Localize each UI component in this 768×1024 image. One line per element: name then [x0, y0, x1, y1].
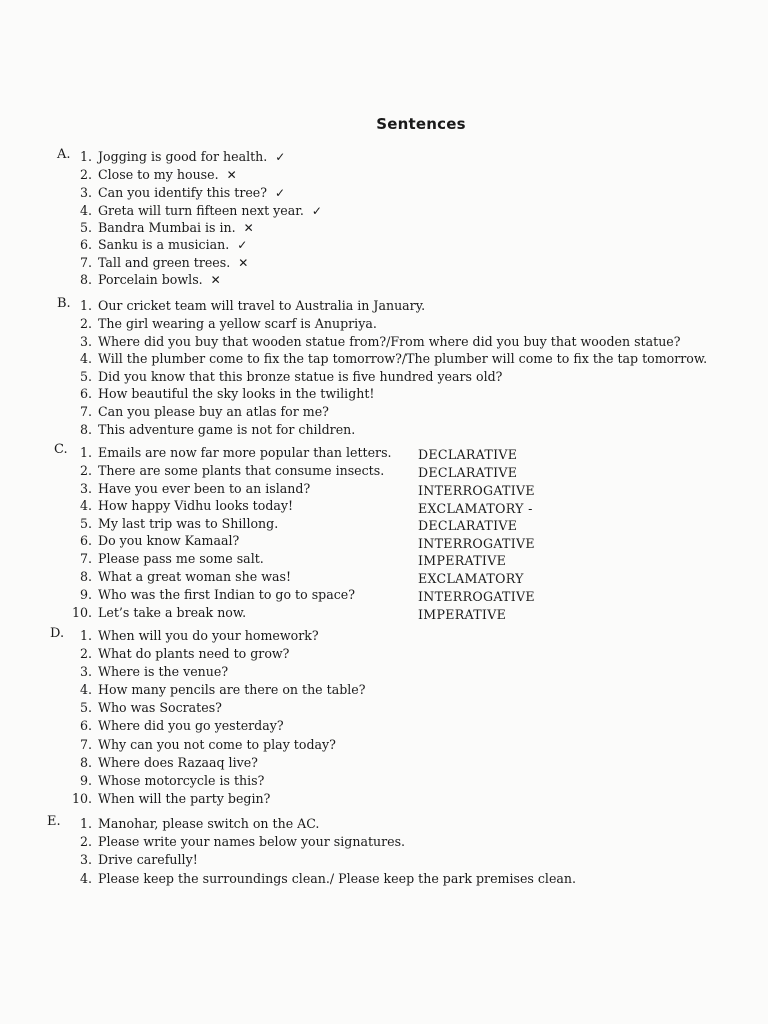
- cross-mark-icon: ✕: [243, 221, 254, 235]
- section-d-item: [70, 699, 222, 717]
- item-text: Greta will turn fifteen next year.: [98, 203, 304, 218]
- section-a-item: [70, 236, 247, 254]
- item-text: Who was Socrates?: [98, 700, 222, 715]
- section-e-item: [70, 870, 576, 888]
- item-number: 6.: [79, 386, 92, 401]
- check-mark-icon: ✓: [237, 238, 248, 252]
- check-mark-icon: ✓: [311, 204, 322, 218]
- item-text: How beautiful the sky looks in the twilight!: [98, 386, 375, 401]
- item-text: This adventure game is not for children.: [98, 422, 356, 437]
- section-a-item: [70, 219, 254, 237]
- item-number: 6.: [79, 237, 92, 252]
- section-c-item: [70, 462, 384, 480]
- item-number: 1.: [79, 298, 92, 313]
- item-number: 1.: [79, 816, 92, 831]
- item-text: Manohar, please switch on the AC.: [98, 816, 320, 831]
- sentence-type-label: INTERROGATIVE: [418, 483, 535, 498]
- item-text: Please write your names below your signatures.: [98, 834, 406, 849]
- section-b-item: [70, 315, 377, 333]
- sentence-type-label: IMPERATIVE: [418, 607, 507, 622]
- item-number: 2.: [79, 834, 92, 849]
- section-c-item: [70, 550, 264, 568]
- item-text: Will the plumber come to fix the tap tomorrow?/The plumber will come to fix the tap tomorrow.: [98, 351, 708, 366]
- item-text: Close to my house.: [98, 167, 219, 182]
- item-number: 7.: [79, 551, 92, 566]
- item-text: Where is the venue?: [98, 664, 229, 679]
- item-text: Who was the first Indian to go to space?: [98, 587, 355, 602]
- section-b-letter: B.: [57, 296, 71, 311]
- item-text: Can you identify this tree?: [98, 185, 267, 200]
- section-b-item: [70, 403, 329, 421]
- item-text: Let’s take a break now.: [98, 605, 247, 620]
- section-d-item: [70, 681, 366, 699]
- section-c-letter: C.: [54, 442, 68, 457]
- item-text: When will the party begin?: [98, 791, 271, 806]
- item-text: What do plants need to grow?: [98, 646, 290, 661]
- item-number: 5.: [79, 369, 92, 384]
- check-mark-icon: ✓: [275, 150, 286, 164]
- item-text: Drive carefully!: [98, 852, 198, 867]
- item-number: 2.: [79, 463, 92, 478]
- section-d-item: [70, 772, 264, 790]
- item-number: 9.: [79, 587, 92, 602]
- section-c-item: [70, 532, 239, 550]
- sentence-type-label: DECLARATIVE: [418, 518, 518, 533]
- section-b-item: [70, 333, 681, 351]
- section-a-letter: A.: [57, 147, 71, 162]
- section-e-letter: E.: [47, 814, 61, 829]
- section-d-item: [70, 717, 284, 735]
- item-text: Sanku is a musician.: [98, 237, 230, 252]
- item-number: 8.: [79, 272, 92, 287]
- cross-mark-icon: ✕: [210, 273, 221, 287]
- item-number: 1.: [79, 628, 92, 643]
- section-c-item: [70, 586, 355, 604]
- section-c-item: [70, 604, 246, 622]
- section-a-item: [70, 166, 237, 184]
- item-number: 2.: [79, 316, 92, 331]
- section-d-item: [70, 736, 336, 754]
- section-c-item: [70, 480, 310, 498]
- item-number: 4.: [79, 351, 92, 366]
- item-number: 7.: [79, 404, 92, 419]
- section-d-item: [70, 645, 289, 663]
- item-text: Can you please buy an atlas for me?: [98, 404, 329, 419]
- section-c-item: [70, 515, 278, 533]
- item-number: 6.: [79, 718, 92, 733]
- sentence-type-label: IMPERATIVE: [418, 553, 507, 568]
- sentence-type-label: EXCLAMATORY: [418, 571, 524, 586]
- item-number: 5.: [79, 700, 92, 715]
- section-b-item: [70, 421, 355, 439]
- item-text: Whose motorcycle is this?: [98, 773, 265, 788]
- item-text: Where did you go yesterday?: [98, 718, 284, 733]
- item-number: 10.: [71, 605, 92, 620]
- item-number: 4.: [79, 682, 92, 697]
- item-text: When will you do your homework?: [98, 628, 319, 643]
- item-text: How many pencils are there on the table?: [98, 682, 366, 697]
- item-number: 10.: [71, 791, 92, 806]
- check-mark-icon: ✓: [275, 186, 286, 200]
- item-text: Please pass me some salt.: [98, 551, 264, 566]
- section-e-item: [70, 833, 405, 851]
- page-title: Sentences: [376, 115, 466, 133]
- item-number: 3.: [79, 664, 92, 679]
- sentence-type-label: INTERROGATIVE: [418, 536, 535, 551]
- section-d-item: [70, 627, 319, 645]
- section-e-item: [70, 815, 319, 833]
- section-d-item: [70, 663, 228, 681]
- section-c-item: [70, 497, 293, 515]
- item-number: 8.: [79, 755, 92, 770]
- item-number: 2.: [79, 646, 92, 661]
- sentence-type-label: DECLARATIVE: [418, 465, 518, 480]
- sentence-type-label: EXCLAMATORY -: [418, 501, 533, 516]
- section-e-item: [70, 851, 198, 869]
- section-a-item: [70, 184, 285, 202]
- item-text: Bandra Mumbai is in.: [98, 220, 236, 235]
- item-text: Have you ever been to an island?: [98, 481, 311, 496]
- item-number: 3.: [79, 334, 92, 349]
- item-text: There are some plants that consume insects.: [98, 463, 385, 478]
- item-number: 3.: [79, 852, 92, 867]
- section-a-item: [70, 271, 221, 289]
- item-number: 1.: [79, 149, 92, 164]
- item-number: 5.: [79, 516, 92, 531]
- cross-mark-icon: ✕: [226, 168, 237, 182]
- section-a-item: [70, 254, 248, 272]
- item-number: 3.: [79, 481, 92, 496]
- section-c-item: [70, 568, 291, 586]
- item-text: What a great woman she was!: [98, 569, 292, 584]
- item-text: Emails are now far more popular than letters.: [98, 445, 392, 460]
- item-number: 6.: [79, 533, 92, 548]
- item-number: 1.: [79, 445, 92, 460]
- section-d-item: [70, 754, 258, 772]
- cross-mark-icon: ✕: [238, 256, 249, 270]
- section-c-item: [70, 444, 392, 462]
- item-number: 8.: [79, 569, 92, 584]
- item-number: 9.: [79, 773, 92, 788]
- item-number: 5.: [79, 220, 92, 235]
- section-a-item: [70, 202, 322, 220]
- section-d-letter: D.: [50, 626, 65, 641]
- item-number: 7.: [79, 737, 92, 752]
- section-b-item: [70, 368, 502, 386]
- item-number: 8.: [79, 422, 92, 437]
- section-b-item: [70, 385, 375, 403]
- item-text: Did you know that this bronze statue is five hundred years old?: [98, 369, 503, 384]
- item-text: Where did you buy that wooden statue from?/From where did you buy that wooden statue?: [98, 334, 681, 349]
- section-d-item: [70, 790, 270, 808]
- sentence-type-label: INTERROGATIVE: [418, 589, 535, 604]
- item-text: Jogging is good for health.: [98, 149, 268, 164]
- item-text: How happy Vidhu looks today!: [98, 498, 294, 513]
- item-text: Tall and green trees.: [98, 255, 231, 270]
- item-number: 2.: [79, 167, 92, 182]
- item-number: 4.: [79, 203, 92, 218]
- section-b-item: [70, 297, 425, 315]
- section-b-item: [70, 350, 707, 368]
- item-text: The girl wearing a yellow scarf is Anupriya.: [98, 316, 377, 331]
- section-a-item: [70, 148, 285, 166]
- item-number: 4.: [79, 498, 92, 513]
- item-text: Our cricket team will travel to Australia in January.: [98, 298, 426, 313]
- item-text: Why can you not come to play today?: [98, 737, 336, 752]
- item-text: Porcelain bowls.: [98, 272, 203, 287]
- item-text: Where does Razaaq live?: [98, 755, 258, 770]
- sentence-type-label: DECLARATIVE: [418, 447, 518, 462]
- item-number: 3.: [79, 185, 92, 200]
- item-text: Please keep the surroundings clean./ Please keep the park premises clean.: [98, 871, 577, 886]
- item-text: My last trip was to Shillong.: [98, 516, 279, 531]
- item-text: Do you know Kamaal?: [98, 533, 240, 548]
- item-number: 4.: [79, 871, 92, 886]
- item-number: 7.: [79, 255, 92, 270]
